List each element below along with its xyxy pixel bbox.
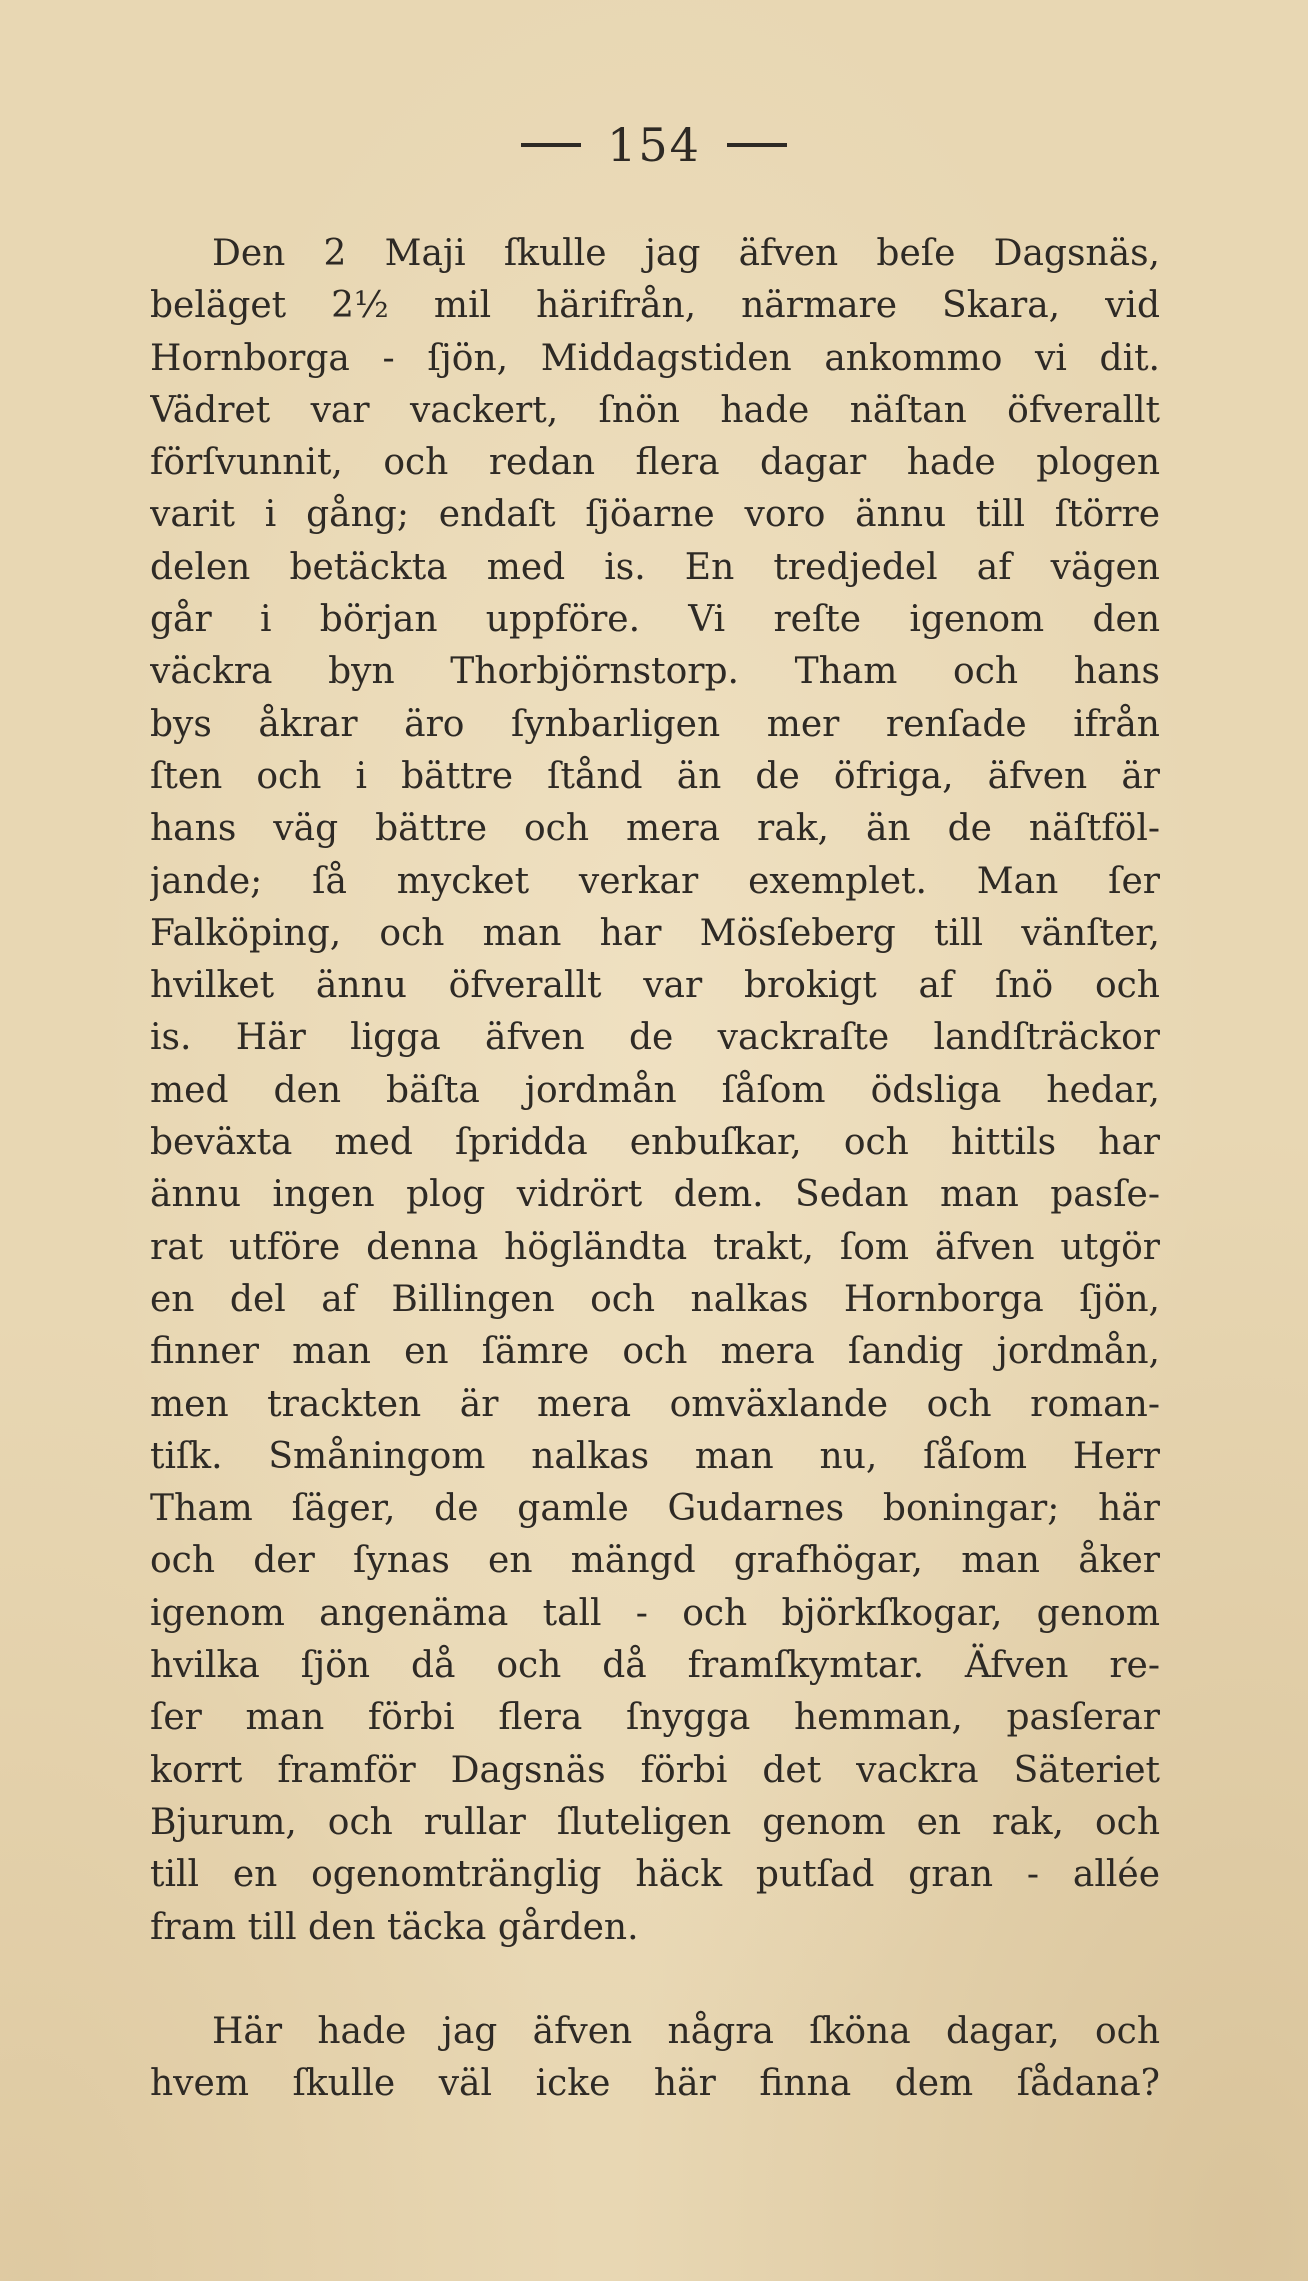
text-line: och der ſynas en mängd grafhögar, man åker [150,1540,1160,1582]
header-left-dash [521,143,581,147]
text-line: men trackten är mera omväxlande och roman- [150,1383,1160,1425]
text-line: finner man en ſämre och mera ſandig jordmån, [150,1331,1160,1373]
text-line: hvem ſkulle väl icke här finna dem ſådana? [150,2063,1160,2105]
paragraph-2 [150,2006,1160,2111]
text-line: Bjurum, och rullar ſluteligen genom en rak, och [150,1801,1160,1843]
text-line: går i början uppföre. Vi reſte igenom den [150,599,1160,641]
text-line: beväxta med ſpridda enbuſkar, och hittils har [150,1122,1160,1164]
text-line: Falköping, och man har Mösſeberg till vänſter, [150,912,1160,954]
paragraph-1 [150,228,1160,1954]
text-line: hvilket ännu öfverallt var brokigt af ſnö och [150,965,1160,1007]
page-number: 154 [607,118,701,172]
text-line: tiſk. Småningom nalkas man nu, ſåſom Herr [150,1435,1160,1477]
text-line: korrt framför Dagsnäs förbi det vackra Säteriet [150,1749,1160,1791]
text-line: delen betäckta med is. En tredjedel af vägen [150,546,1160,588]
text-line: en del af Billingen och nalkas Hornborga ſjön, [150,1278,1160,1320]
text-line: Hornborga - ſjön, Middagstiden ankommo vi dit. [150,337,1160,379]
text-line: beläget 2½ mil härifrån, närmare Skara, vid [150,285,1160,327]
text-line: varit i gång; endaſt ſjöarne voro ännu till ſtörre [150,494,1160,536]
header-right-dash [727,143,787,147]
text-line: igenom angenäma tall - och björkſkogar, genom [150,1592,1160,1634]
text-line: ſten och i bättre ſtånd än de öfriga, äfven är [150,755,1160,797]
text-line: rat utföre denna högländta trakt, ſom äfven utgör [150,1226,1160,1268]
text-line: till en ogenomtränglig häck putſad gran - allée [150,1854,1160,1896]
page-header [0,118,1308,172]
text-line: fram till den täcka gården. [150,1906,639,1948]
paragraph-gap [150,1954,1160,2006]
text-line: is. Här ligga äfven de vackraſte landſträckor [150,1017,1160,1059]
text-line: Här hade jag äfven några ſköna dagar, och [212,2010,1160,2052]
text-line: jande; ſå mycket verkar exemplet. Man ſer [150,860,1160,902]
body-text [150,228,1160,2110]
text-line: bys åkrar äro ſynbarligen mer renſade ifrån [150,703,1160,745]
text-line: Den 2 Maji ſkulle jag äfven beſe Dagsnäs, [212,233,1160,274]
text-line: Vädret var vackert, ſnön hade näſtan öfverallt [150,389,1160,431]
text-line: med den bäſta jordmån ſåſom ödsliga hedar, [150,1069,1160,1111]
text-line: förſvunnit, och redan flera dagar hade plogen [150,442,1160,484]
text-line: Tham ſäger, de gamle Gudarnes boningar; här [150,1488,1160,1530]
text-line: ſer man förbi flera ſnygga hemman, pasſerar [150,1697,1160,1739]
text-line: hvilka ſjön då och då framſkymtar. Äfven re- [150,1645,1160,1687]
text-line: hans väg bättre och mera rak, än de näſtföl- [150,808,1160,850]
text-line: väckra byn Thorbjörnstorp. Tham och hans [150,651,1160,693]
text-line: ännu ingen plog vidrört dem. Sedan man pasſe- [150,1174,1160,1216]
